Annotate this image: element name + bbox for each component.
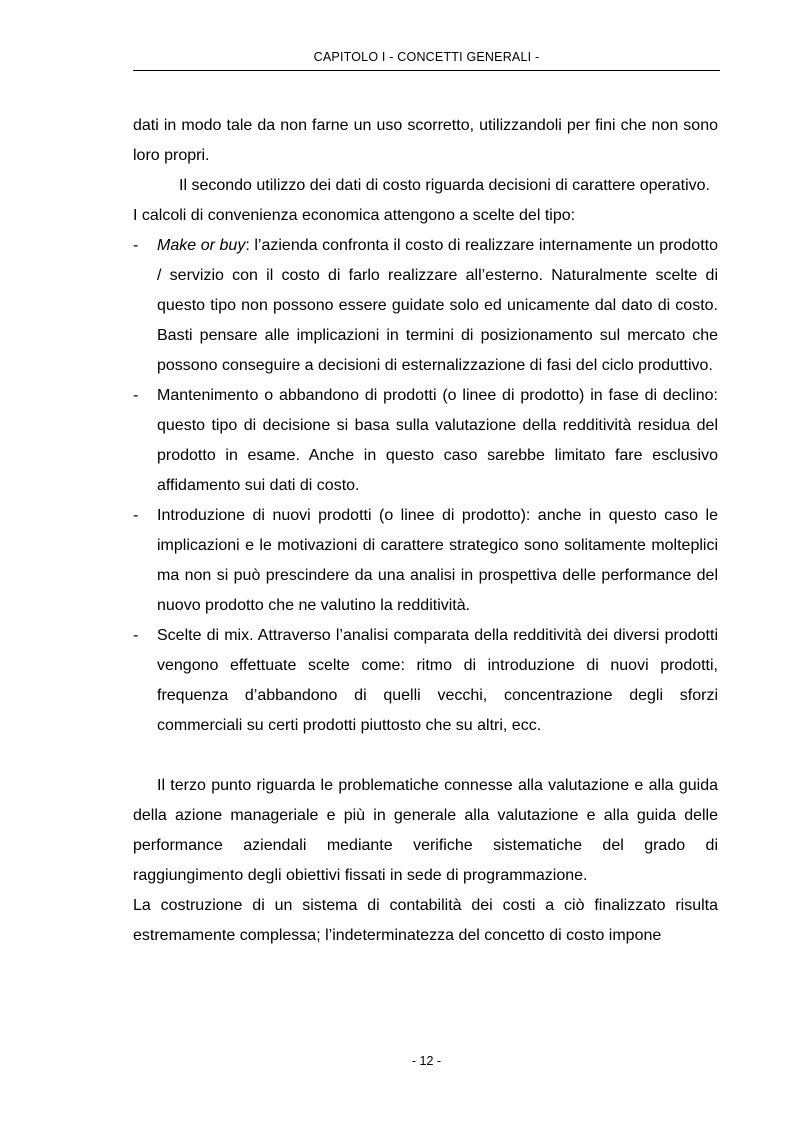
list-item	[133, 231, 718, 381]
paragraph-list-intro: I calcoli di convenienza economica attengono a scelte del tipo:	[133, 207, 576, 224]
paragraph-continuation: dati in modo tale da non farne un uso scorretto, utilizzandoli per fini che non sono loro propri.	[133, 117, 718, 164]
list-item-text: : l’azienda confronta il costo di realizzare internamente un prodotto / servizio con il costo di farlo realizzare all’esterno. Naturalmente scelte di questo tipo non possono essere guidate solo ed unicamente dal dato di costo. Basti pensare alle implicazioni in termini di posizionamento sul mercato che possono conseguire a decisioni di esternalizzazione di fasi del ciclo produttivo.	[157, 237, 718, 374]
paragraph-spacer	[133, 741, 718, 771]
paragraph-second-use: Il secondo utilizzo dei dati di costo riguarda decisioni di carattere operativo.	[179, 177, 710, 194]
list-item-term: Make or buy	[157, 237, 246, 254]
list-bullet: -	[133, 237, 139, 254]
header-divider	[133, 70, 720, 71]
list-item-text: Scelte di mix. Attraverso l’analisi comparata della redditività dei diversi prodotti vengono effettuate scelte come: ritmo di introduzione di nuovi prodotti, frequenza d’abbandono di quelli vecchi, concentrazione degli sforzi commerciali su certi prodotti piuttosto che su altri, ecc.	[157, 627, 718, 734]
list-item	[133, 501, 718, 621]
list-item-text: Introduzione di nuovi prodotti (o linee di prodotto): anche in questo caso le implicazioni e le motivazioni di carattere strategico sono solitamente molteplici ma non si può prescindere da una analisi in prospettiva delle performance del nuovo prodotto che ne valutino la redditività.	[157, 507, 718, 614]
running-header: CAPITOLO I - CONCETTI GENERALI -	[313, 50, 540, 64]
page-number: - 12 -	[411, 1054, 442, 1068]
list-item	[133, 381, 718, 501]
decision-types-list	[133, 231, 718, 741]
list-bullet: -	[133, 627, 139, 644]
list-item-text: Mantenimento o abbandono di prodotti (o linee di prodotto) in fase di declino: questo tipo di decisione si basa sulla valutazione della redditività residua del prodotto in esame. Anche in questo caso sarebbe limitato fare esclusivo affidamento sui dati di costo.	[157, 387, 718, 494]
paragraph-third-point: Il terzo punto riguarda le problematiche connesse alla valutazione e alla guida della azione manageriale e più in generale alla valutazione e alla guida delle performance aziendali mediante verifiche sistematiche del grado di raggiungimento degli obiettivi fissati in sede di programmazione.	[133, 777, 718, 884]
list-bullet: -	[133, 387, 139, 404]
page-body	[133, 111, 718, 951]
list-bullet: -	[133, 507, 139, 524]
paragraph-cost-system: La costruzione di un sistema di contabilità dei costi a ciò finalizzato risulta estremamente complessa; l’indeterminatezza del concetto di costo impone	[133, 897, 718, 944]
list-item	[133, 621, 718, 741]
